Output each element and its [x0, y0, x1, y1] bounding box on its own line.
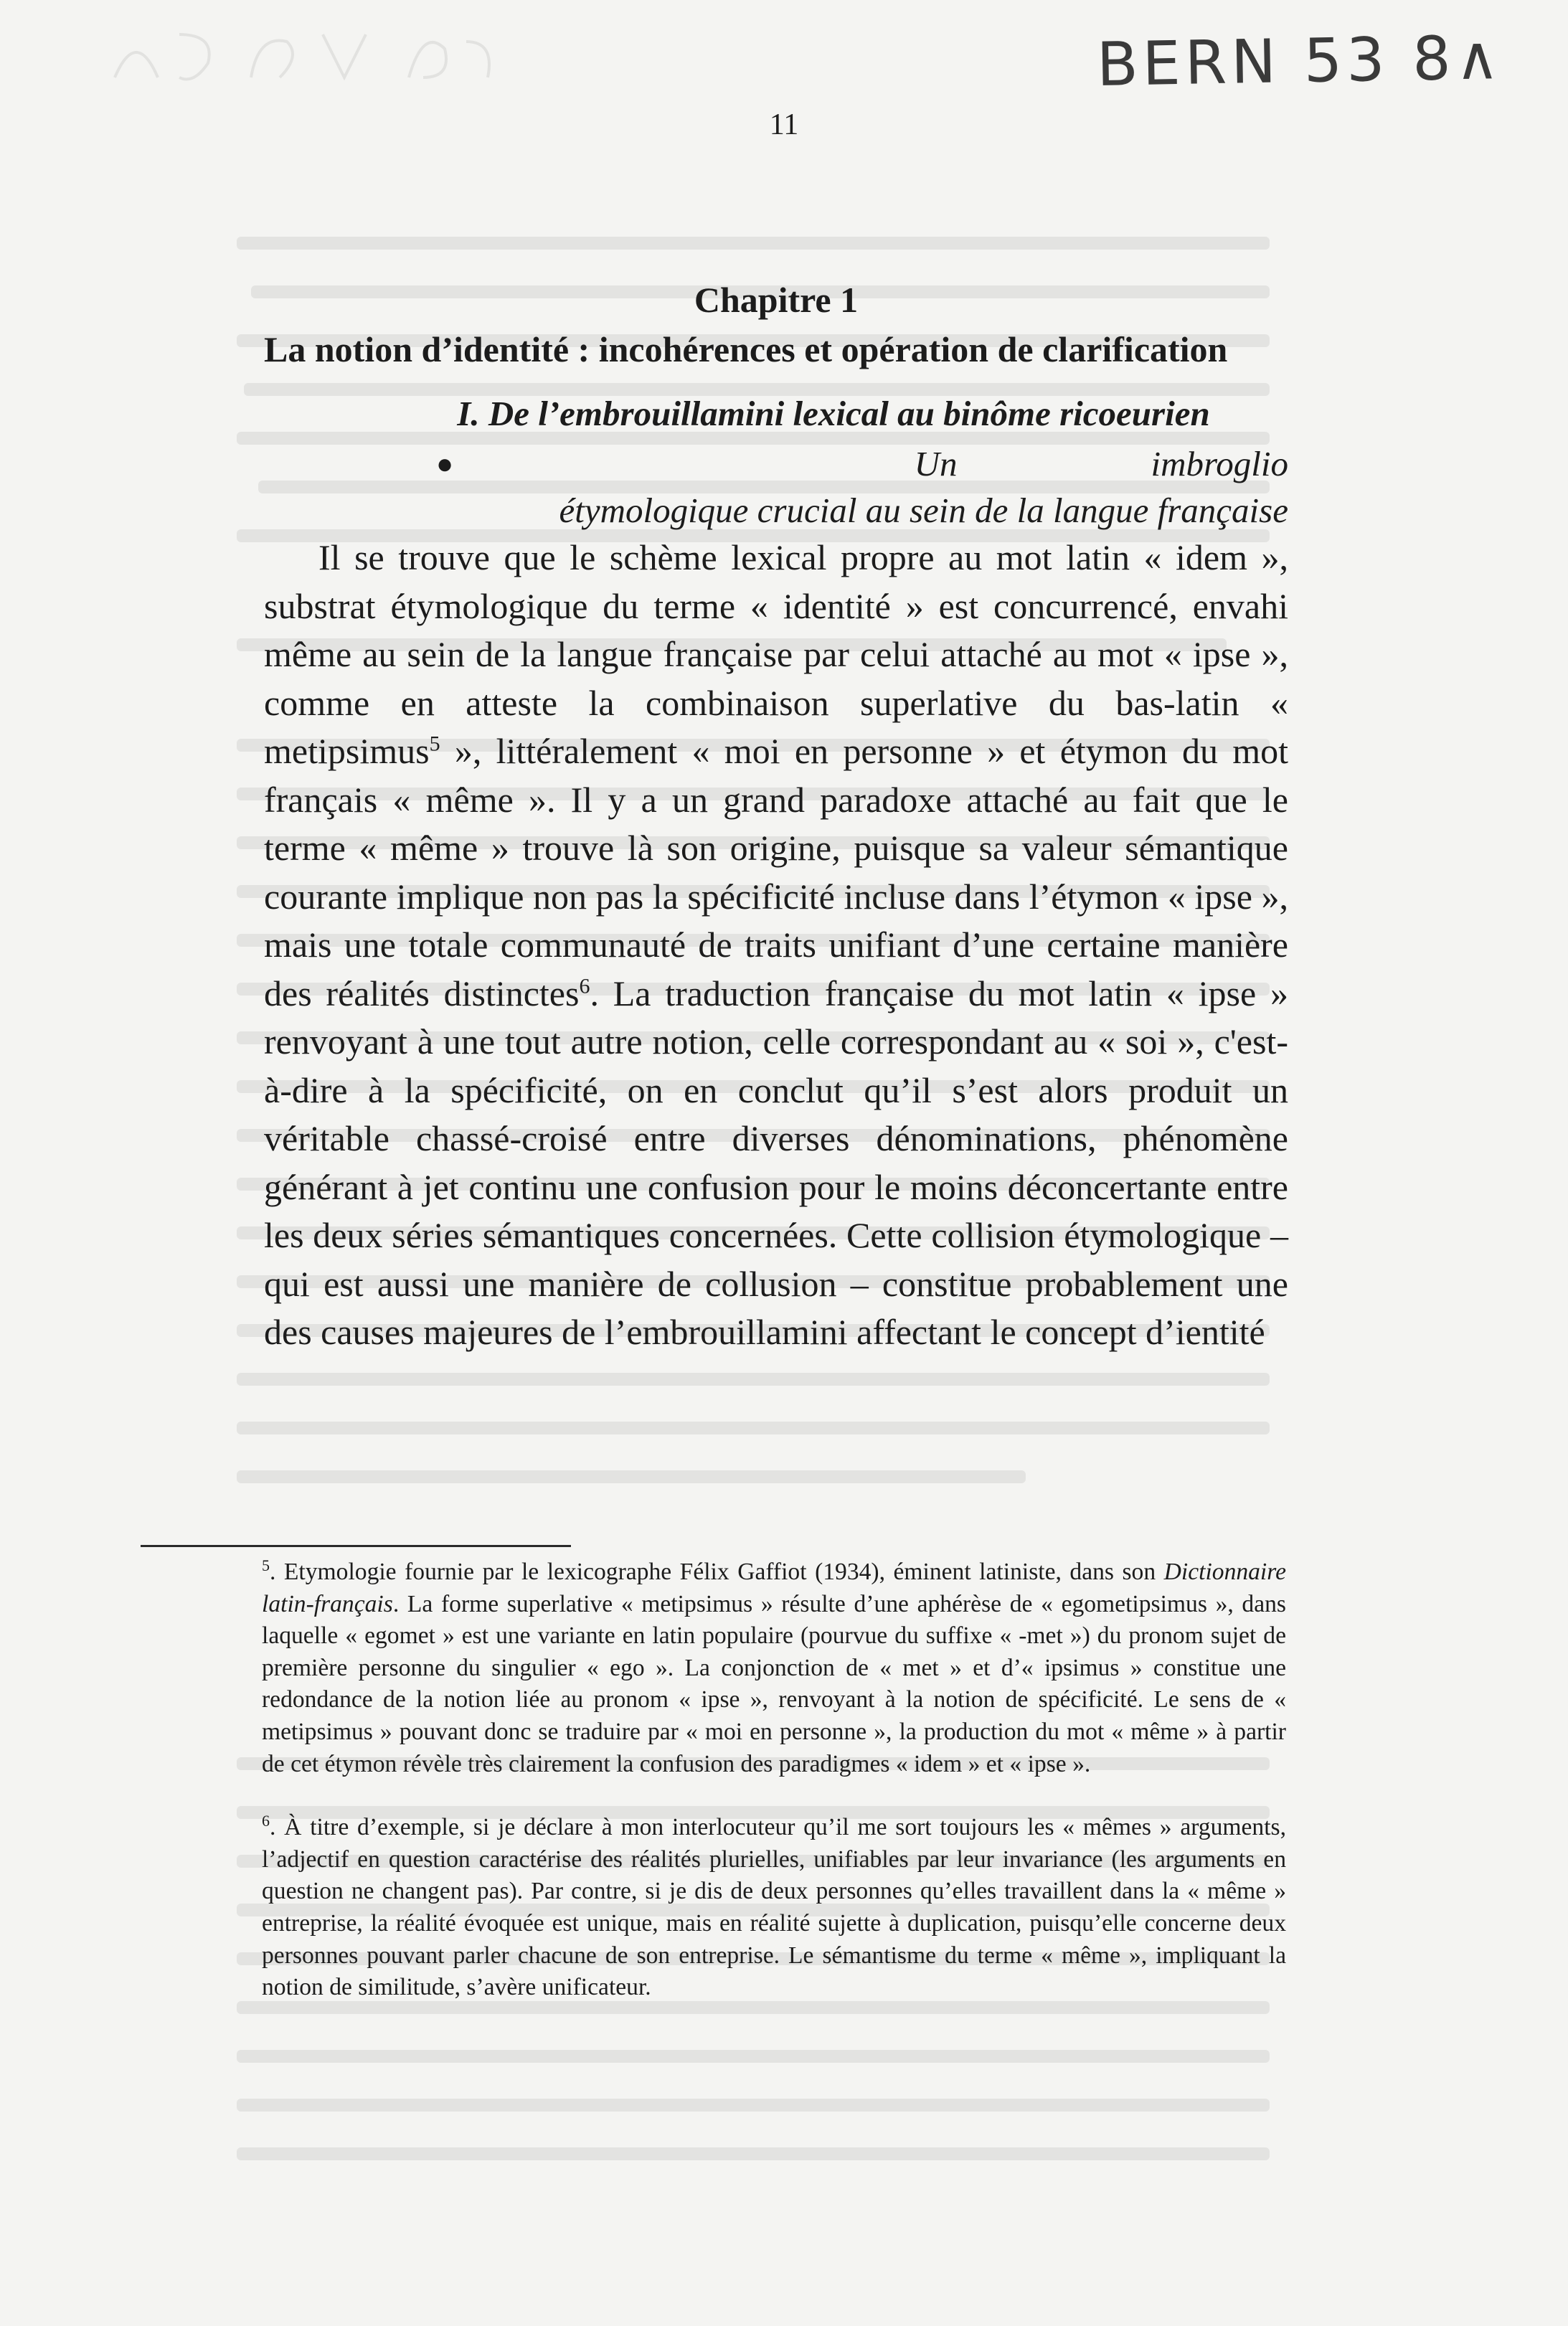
main-text-block: [264, 278, 1288, 1357]
body-text-part-1: Il se trouve que le schème lexical propre au mot latin « idem », substrat étymologique du terme « identité » est concurrencé, envahi même au sein de la langue française par celui attaché au mot « ipse », comme en atteste la combinaison superlative du bas-latin « metipsimus: [264, 537, 1288, 771]
bullet-line-2: étymologique crucial au sein de la langue française: [559, 491, 1288, 530]
chapter-number: Chapitre 1: [694, 280, 859, 320]
footnote-5-number: 5: [262, 1556, 270, 1574]
bullet-icon: ●: [436, 448, 454, 480]
handwritten-archive-reference: BERN 53 8∧: [1096, 22, 1504, 100]
chapter-title: La notion d’identité : incohérences et opération de clarification: [264, 329, 1228, 369]
footnote-spacer: [262, 1780, 1286, 1812]
bullet-subheading: [264, 440, 1288, 534]
footnote-6-number: 6: [262, 1811, 270, 1830]
footnote-6: [262, 1812, 1286, 2004]
body-paragraph: [264, 534, 1288, 1357]
footnote-ref-6[interactable]: 6: [579, 973, 590, 998]
footnote-6-text: . À titre d’exemple, si je déclare à mon interlocuteur qu’il me sort toujours les « mêmes » arguments, l’adjectif en question caractérise des réalités plurielles, unifiables par leur invariance (les arguments en question ne changent pas). Par contre, si je dis de deux personnes qu’elles travaillent dans la « même » entreprise, la réalité évoquée est unique, mais en réalité sujette à duplication, puisqu’elle concerne deux personnes pouvant parler chacune de son entreprise. Le sémantisme du terme « même », impliquant la notion de similitude, s’avère unificateur.: [262, 1814, 1286, 2001]
bullet-word-2: imbroglio: [1151, 444, 1288, 483]
section-heading: I. De l’embrouillamini lexical au binôme ricoeurien: [457, 394, 1210, 433]
pencil-mark: [108, 20, 509, 113]
body-text-part-2: », littéralement « moi en personne » et étymon du mot français « même ». Il y a un grand paradoxe attaché au fait que le terme « même » trouve là son origine, puisque sa valeur sémantique courante implique non pas la spécificité incluse dans l’étymon « ipse », mais une totale communauté de traits unifiant d’une certaine manière des réalités distinctes: [264, 731, 1288, 1013]
footnote-5: [262, 1556, 1286, 1780]
footnote-5-text-a: . Etymologie fournie par le lexicographe Félix Gaffiot (1934), éminent latiniste, dans son: [270, 1559, 1164, 1585]
footnote-5-text-b: . La forme superlative « metipsimus » résulte d’une aphérèse de « egometipsimus », dans laquelle « egomet » est une variante en latin populaire (pourvue du suffixe « -met ») du pronom sujet de première personne du singulier « ego ». La conjonction de « met » et d’« ipsimus » constitue une redondance de la notion liée au pronom « ipse », renvoyant à la notion de spécificité. Le sens de « metipsimus » pouvant donc se traduire par « moi en personne », la production du mot « même » à partir de cet étymon révèle très clairement la confusion des paradigmes « idem » et « ipse ».: [262, 1590, 1286, 1777]
footnote-5-book-title: Dictionnaire latin-français: [262, 1559, 1286, 1617]
footnote-ref-5[interactable]: 5: [429, 732, 440, 756]
footnotes-block: [262, 1556, 1286, 2004]
bullet-word-1: Un: [914, 444, 958, 483]
footnote-separator: [141, 1545, 571, 1547]
pencil-mark-shape: [108, 20, 509, 99]
body-text-part-3: . La traduction française du mot latin « ipse » renvoyant à une tout autre notion, celle correspondant au « soi », c'est-à-dire à la spécificité, on en conclut qu’il s’est alors produit un véritable chassé-croisé entre diverses dénominations, phénomène générant à jet continu une confusion pour le moins déconcertante entre les deux séries sémantiques concernées. Cette collision étymologique – qui est aussi une manière de collusion – constitue probablement une des causes majeures de l’embrouillamini affectant le concept d’ientité: [264, 973, 1288, 1352]
bullet-line-1: [264, 440, 1288, 487]
page-number: 11: [769, 108, 799, 141]
